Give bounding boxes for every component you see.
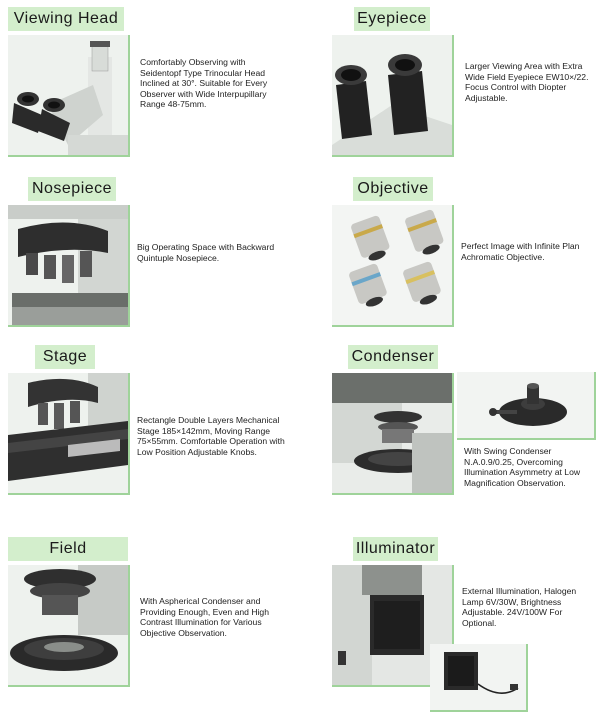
eyepiece-photo [332, 35, 454, 157]
nosepiece-description: Big Operating Space with Backward Quintuple Nosepiece. [137, 242, 275, 263]
eyepiece-description: Larger Viewing Area with Extra Wide Field Eyepiece EW10×/22. Focus Control with Diopter Adjustable. [465, 61, 589, 103]
condenser-inset-photo [457, 372, 596, 440]
condenser-description: With Swing Condenser N.A.0.9/0.25, Overcoming Illumination Asymmetry at Low Magnification Observation. [464, 446, 581, 488]
illuminator-title: Illuminator [353, 537, 438, 561]
condenser-title: Condenser [348, 345, 438, 369]
eyepiece-title: Eyepiece [354, 7, 430, 31]
field-diaphragm-photo [8, 565, 130, 687]
stage-description: Rectangle Double Layers Mechanical Stage 185×142mm, Moving Range 75×55mm. Comfortable Operation with Low Position Adjustable Knobs. [137, 415, 285, 457]
nosepiece-title: Nosepiece [28, 177, 116, 201]
illuminator-description: External Illumination, Halogen Lamp 6V/30W, Brightness Adjustable. 24V/100W For Optional. [462, 586, 577, 628]
stage-title: Stage [35, 345, 95, 369]
viewing-head-description: Comfortably Observing with Seidentopf Type Trinocular Head Inclined at 30°. Suitable for Every Observer with Wide Interpupillary Range 48-75mm. [140, 57, 268, 110]
illuminator-inset-photo [430, 644, 528, 712]
viewing-head-title: Viewing Head [8, 7, 124, 31]
objective-photo [332, 205, 454, 327]
stage-photo [8, 373, 130, 495]
field-diaphragm-title: Field [8, 537, 128, 561]
field-diaphragm-description: With Aspherical Condenser and Providing Enough, Even and High Contrast Illumination for Various Objective Observation. [140, 596, 269, 638]
objective-title: Objective [353, 177, 433, 201]
objective-description: Perfect Image with Infinite Plan Achromatic Objective. [461, 241, 580, 262]
nosepiece-photo [8, 205, 130, 327]
viewing-head-photo [8, 35, 130, 157]
condenser-photo [332, 373, 454, 495]
